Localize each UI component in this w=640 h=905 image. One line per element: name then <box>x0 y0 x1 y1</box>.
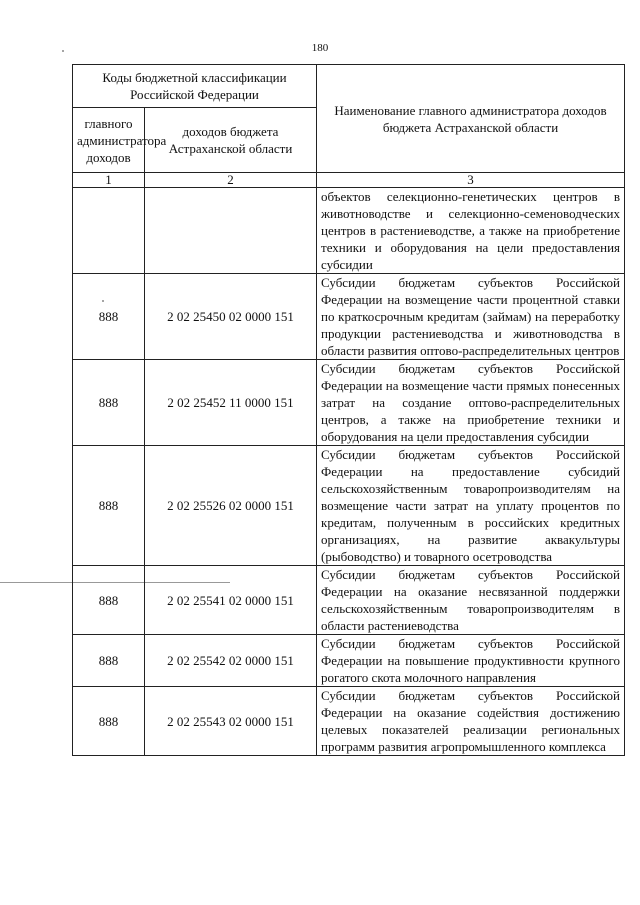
table-row <box>73 274 625 360</box>
income-code-cell: 2 02 25452 11 0000 151 <box>145 360 317 446</box>
table-row <box>73 687 625 756</box>
name-cell: Субсидии бюджетам субъектов Российской Федерации на возмещение части процентной ставки по краткосрочным кредитам (займам) на переработку продукции растениеводства и животноводства в области развития оптово-распределительных центров <box>317 274 625 360</box>
income-code-cell: 2 02 25541 02 0000 151 <box>145 566 317 635</box>
header-income-code: доходов бюджета Астраханской области <box>145 108 317 173</box>
header-admin-code: главного администратора доходов <box>73 108 145 173</box>
income-code-cell: 2 02 25526 02 0000 151 <box>145 446 317 566</box>
table-row <box>73 360 625 446</box>
header-group-title: Коды бюджетной классификации Российской Федерации <box>73 65 317 108</box>
column-number-row <box>73 173 625 188</box>
name-cell: Субсидии бюджетам субъектов Российской Федерации на предоставление субсидий сельскохозяйственным товаропроизводителям на возмещение части затрат на уплату процентов по кредитам, полученным в российских кредитных организациях, на развитие аквакультуры (рыбоводство) и товарного осетроводства <box>317 446 625 566</box>
income-code-cell: 2 02 25543 02 0000 151 <box>145 687 317 756</box>
income-code-cell: 2 02 25450 02 0000 151 <box>145 274 317 360</box>
header-row <box>73 65 625 108</box>
name-cell: Субсидии бюджетам субъектов Российской Федерации на оказание несвязанной поддержки сельскохозяйственным товаропроизводителям в области растениеводства <box>317 566 625 635</box>
name-cell: объектов селекционно-генетических центров в животноводстве и селекционно-семеноводческих центров в растениеводстве, а также на приобретение техники и оборудования на цели предоставления субсидии <box>317 188 625 274</box>
header-admin-name: Наименование главного администратора доходов бюджета Астраханской области <box>317 65 625 173</box>
admin-code-cell: 888 <box>73 635 145 687</box>
income-code-cell <box>145 188 317 274</box>
column-number-3: 3 <box>317 173 625 188</box>
table-row <box>73 446 625 566</box>
admin-code-cell: 888 <box>73 360 145 446</box>
page-number: 180 <box>311 42 329 54</box>
admin-code-cell: 888 <box>73 446 145 566</box>
table-row <box>73 635 625 687</box>
budget-classification-table <box>72 64 625 756</box>
admin-code-cell: 888 <box>73 274 145 360</box>
table-row <box>73 188 625 274</box>
name-cell: Субсидии бюджетам субъектов Российской Федерации на возмещение части прямых понесенных затрат на создание оптово-распределительных центров, а также на приобретение техники и оборудования на цели предоставления субсидии <box>317 360 625 446</box>
scan-artifact-dot <box>62 50 64 52</box>
column-number-2: 2 <box>145 173 317 188</box>
admin-code-cell <box>73 188 145 274</box>
admin-code-cell: 888 <box>73 687 145 756</box>
table-row <box>73 566 625 635</box>
column-number-1: 1 <box>73 173 145 188</box>
admin-code-cell: 888 <box>73 566 145 635</box>
name-cell: Субсидии бюджетам субъектов Российской Федерации на повышение продуктивности крупного рогатого скота молочного направления <box>317 635 625 687</box>
income-code-cell: 2 02 25542 02 0000 151 <box>145 635 317 687</box>
name-cell: Субсидии бюджетам субъектов Российской Федерации на оказание содействия достижению целевых показателей реализации региональных программ развития агропромышленного комплекса <box>317 687 625 756</box>
